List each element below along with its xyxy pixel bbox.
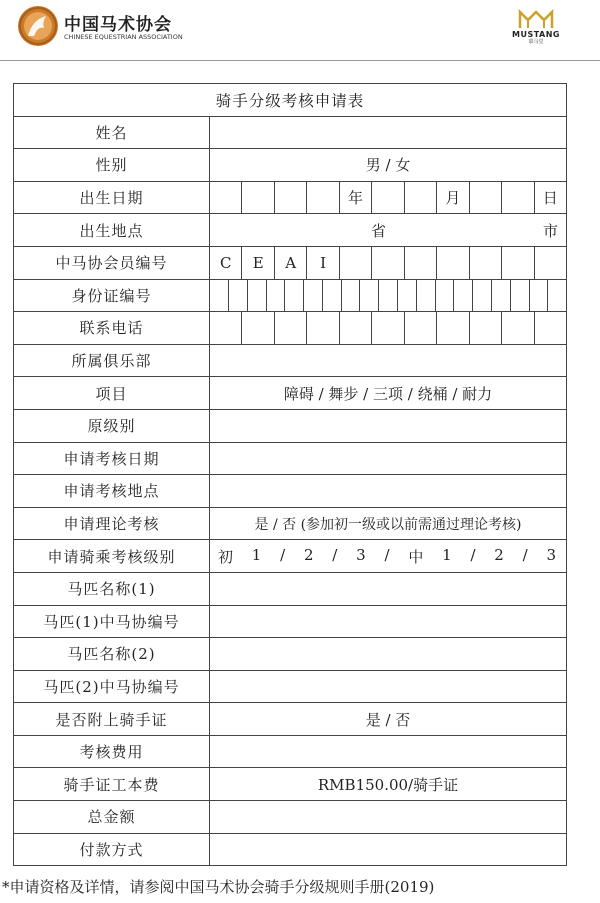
id-digit-box[interactable] xyxy=(472,280,491,312)
row-attach-card xyxy=(14,703,567,736)
city-unit: 市 xyxy=(543,222,559,241)
field-phone[interactable] xyxy=(210,312,567,345)
field-cea-number[interactable] xyxy=(210,246,567,279)
row-riding-level xyxy=(14,540,567,573)
birth-digit-box[interactable] xyxy=(501,182,533,214)
birth-digit-box[interactable] xyxy=(274,182,306,214)
level-separator: / xyxy=(384,545,390,564)
row-horse1-number xyxy=(14,605,567,638)
field-horse1-number[interactable] xyxy=(210,605,567,638)
row-phone xyxy=(14,312,567,345)
page-header xyxy=(0,0,600,60)
row-total xyxy=(14,801,567,834)
row-cea-number xyxy=(14,246,567,279)
phone-digit-box[interactable] xyxy=(274,312,306,344)
label-horse2-number: 马匹(2)中马协编号 xyxy=(14,670,210,703)
id-digit-box[interactable] xyxy=(510,280,529,312)
level-separator: / xyxy=(470,545,476,564)
label-horse1-name: 马匹名称(1) xyxy=(14,572,210,605)
cea-digit-box[interactable] xyxy=(339,247,371,279)
label-exam-location: 申请考核地点 xyxy=(14,475,210,508)
id-digit-box[interactable] xyxy=(529,280,548,312)
birth-digit-box[interactable] xyxy=(404,182,436,214)
level-beginner: 初 xyxy=(218,547,234,566)
id-digit-box[interactable] xyxy=(322,280,341,312)
row-horse2-name xyxy=(14,638,567,671)
province-unit: 省 xyxy=(371,222,387,241)
level-option[interactable]: 3 xyxy=(356,545,366,564)
row-original-level xyxy=(14,409,567,442)
mustang-brand: MUSTANG xyxy=(511,30,560,39)
label-club: 所属俱乐部 xyxy=(14,344,210,377)
field-birthplace[interactable] xyxy=(210,214,567,247)
level-separator: / xyxy=(280,545,286,564)
field-club[interactable] xyxy=(210,344,567,377)
row-discipline xyxy=(14,377,567,410)
field-payment[interactable] xyxy=(210,833,567,866)
cea-prefix-i: I xyxy=(306,247,338,279)
id-digit-box[interactable] xyxy=(341,280,360,312)
id-digit-box[interactable] xyxy=(247,280,266,312)
field-name[interactable] xyxy=(210,116,567,149)
level-option[interactable]: 3 xyxy=(546,545,556,564)
row-horse1-name xyxy=(14,572,567,605)
field-horse2-number[interactable] xyxy=(210,670,567,703)
level-option[interactable]: 1 xyxy=(442,545,452,564)
label-exam-fee: 考核费用 xyxy=(14,735,210,768)
form-title: 骑手分级考核申请表 xyxy=(14,84,567,117)
label-birthplace: 出生地点 xyxy=(14,214,210,247)
row-name xyxy=(14,116,567,149)
row-gender xyxy=(14,149,567,182)
phone-digit-box[interactable] xyxy=(210,312,241,344)
cea-logo xyxy=(18,6,218,50)
level-option[interactable]: 2 xyxy=(303,545,314,564)
birth-digit-box[interactable] xyxy=(469,182,501,214)
phone-digit-box[interactable] xyxy=(436,312,468,344)
phone-digit-box[interactable] xyxy=(371,312,403,344)
label-discipline: 项目 xyxy=(14,377,210,410)
row-card-fee xyxy=(14,768,567,801)
row-club xyxy=(14,344,567,377)
id-digit-box[interactable] xyxy=(397,280,416,312)
row-exam-location xyxy=(14,475,567,508)
id-digit-box[interactable] xyxy=(547,280,566,312)
field-riding-level[interactable] xyxy=(210,540,567,573)
birth-digit-box[interactable] xyxy=(210,182,241,214)
birth-digit-box[interactable] xyxy=(241,182,273,214)
id-digit-box[interactable] xyxy=(416,280,435,312)
label-original-level: 原级别 xyxy=(14,409,210,442)
cea-logo-title: 中国马术协会 xyxy=(64,15,172,35)
cea-digit-box[interactable] xyxy=(534,247,566,279)
mustang-sub: 慕马堂 xyxy=(528,39,544,45)
field-original-level[interactable] xyxy=(210,409,567,442)
application-form xyxy=(13,83,567,866)
cea-prefix-e: E xyxy=(241,247,273,279)
year-unit: 年 xyxy=(339,182,371,214)
id-digit-box[interactable] xyxy=(359,280,378,312)
phone-digit-box[interactable] xyxy=(306,312,338,344)
field-exam-fee[interactable] xyxy=(210,735,567,768)
field-attach-card[interactable]: 是 / 否 xyxy=(210,703,567,736)
header-divider xyxy=(0,60,600,61)
cea-logo-subtitle: CHINESE EQUESTRIAN ASSOCIATION xyxy=(64,33,183,41)
label-riding-level: 申请骑乘考核级别 xyxy=(14,540,210,573)
label-gender: 性别 xyxy=(14,149,210,182)
phone-digit-box[interactable] xyxy=(501,312,533,344)
row-exam-date xyxy=(14,442,567,475)
label-payment: 付款方式 xyxy=(14,833,210,866)
level-option[interactable]: 2 xyxy=(494,545,504,564)
level-option[interactable]: 1 xyxy=(251,545,262,564)
row-horse2-number xyxy=(14,670,567,703)
label-cea-number: 中马协会员编号 xyxy=(14,246,210,279)
row-birth-date xyxy=(14,181,567,214)
cea-digit-box[interactable] xyxy=(469,247,501,279)
row-theory-exam xyxy=(14,507,567,540)
level-separator: / xyxy=(522,545,528,564)
field-exam-date[interactable] xyxy=(210,442,567,475)
label-name: 姓名 xyxy=(14,116,210,149)
label-id-number: 身份证编号 xyxy=(14,279,210,312)
label-card-fee: 骑手证工本费 xyxy=(14,768,210,801)
label-phone: 联系电话 xyxy=(14,312,210,345)
cea-digit-box[interactable] xyxy=(436,247,468,279)
day-unit: 日 xyxy=(534,182,566,214)
id-digit-box[interactable] xyxy=(453,280,472,312)
cea-digit-box[interactable] xyxy=(404,247,436,279)
row-exam-fee xyxy=(14,735,567,768)
cea-prefix-a: A xyxy=(274,247,306,279)
cea-digit-box[interactable] xyxy=(501,247,533,279)
mustang-logo xyxy=(506,8,566,54)
field-discipline[interactable]: 障碍 / 舞步 / 三项 / 绕桶 / 耐力 xyxy=(210,377,567,410)
phone-digit-box[interactable] xyxy=(534,312,566,344)
field-horse1-name[interactable] xyxy=(210,572,567,605)
label-total: 总金额 xyxy=(14,801,210,834)
phone-digit-box[interactable] xyxy=(339,312,371,344)
id-digit-box[interactable] xyxy=(435,280,454,312)
footnote: *申请资格及详情，请参阅中国马术协会骑手分级规则手册(2019) xyxy=(2,878,435,896)
id-digit-box[interactable] xyxy=(491,280,510,312)
id-digit-box[interactable] xyxy=(228,280,247,312)
horse-emblem-icon xyxy=(18,6,58,46)
cea-prefix-c: C xyxy=(219,253,232,272)
level-intermediate: 中 xyxy=(408,547,424,566)
phone-digit-box[interactable] xyxy=(404,312,436,344)
label-exam-date: 申请考核日期 xyxy=(14,442,210,475)
label-birth-date: 出生日期 xyxy=(14,181,210,214)
row-birthplace xyxy=(14,214,567,247)
id-digit-box[interactable] xyxy=(378,280,397,312)
row-payment xyxy=(14,833,567,866)
label-theory-exam: 申请理论考核 xyxy=(14,507,210,540)
birth-digit-box[interactable] xyxy=(306,182,338,214)
level-separator: / xyxy=(332,545,338,564)
field-exam-location[interactable] xyxy=(210,475,567,508)
field-id-number[interactable] xyxy=(210,279,567,312)
id-digit-box[interactable] xyxy=(284,280,303,312)
phone-digit-box[interactable] xyxy=(241,312,273,344)
field-total[interactable] xyxy=(210,801,567,834)
label-horse1-number: 马匹(1)中马协编号 xyxy=(14,605,210,638)
month-unit: 月 xyxy=(436,182,468,214)
label-attach-card: 是否附上骑手证 xyxy=(14,703,210,736)
label-horse2-name: 马匹名称(2) xyxy=(14,638,210,671)
id-digit-box[interactable] xyxy=(303,280,322,312)
form-title-row xyxy=(14,84,567,117)
field-birth-date[interactable] xyxy=(210,181,567,214)
row-id-number xyxy=(14,279,567,312)
field-gender[interactable]: 男 / 女 xyxy=(210,149,567,182)
field-horse2-name[interactable] xyxy=(210,638,567,671)
field-card-fee: RMB150.00/骑手证 xyxy=(210,768,567,801)
phone-digit-box[interactable] xyxy=(469,312,501,344)
birth-digit-box[interactable] xyxy=(371,182,403,214)
id-digit-box[interactable] xyxy=(266,280,285,312)
cea-digit-box[interactable] xyxy=(371,247,403,279)
field-theory-exam[interactable]: 是 / 否 (参加初一级或以前需通过理论考核) xyxy=(210,507,567,540)
mustang-mark-icon xyxy=(516,8,556,30)
